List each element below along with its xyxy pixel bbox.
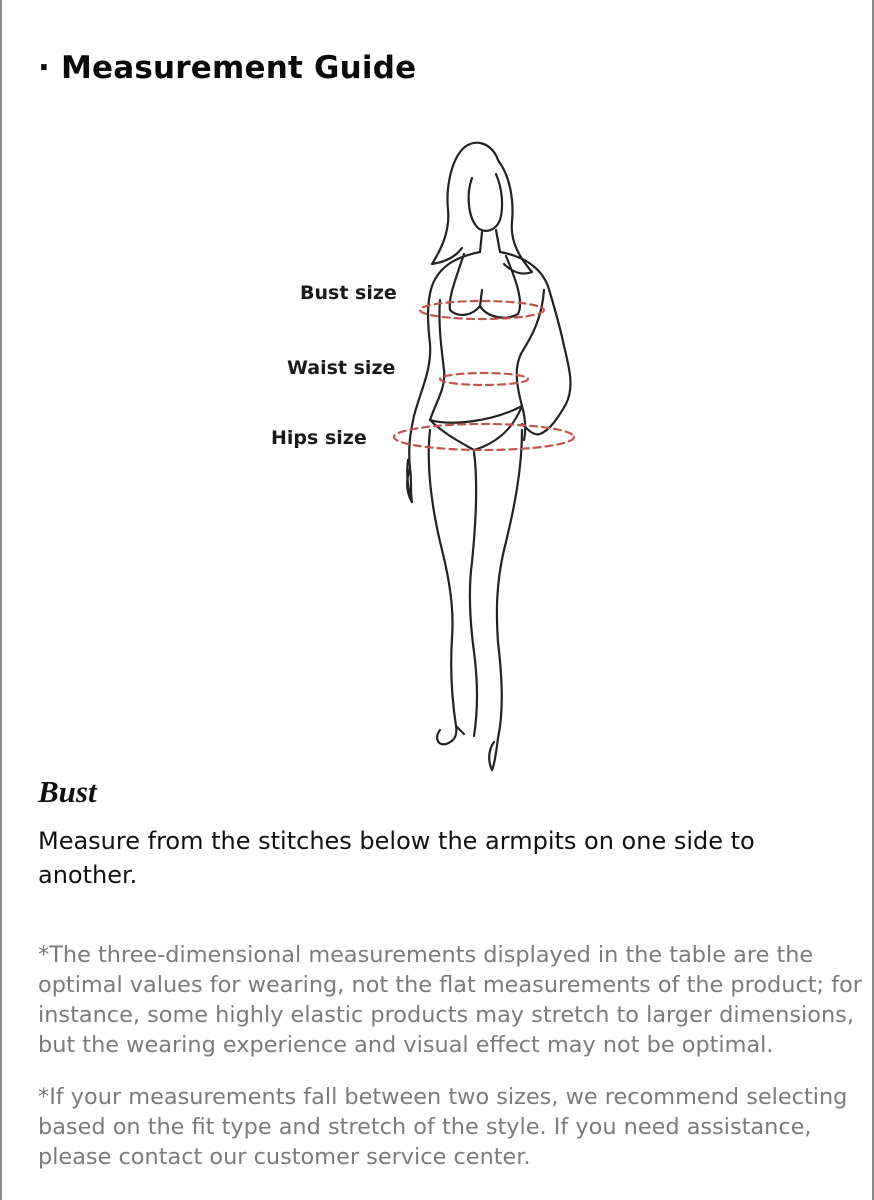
hair-outline <box>432 143 498 264</box>
waist-size-label: Waist size <box>287 357 396 379</box>
inner-leg <box>470 452 477 736</box>
body-outline-illustration <box>260 130 600 780</box>
torso-left <box>430 300 444 420</box>
bikini-top <box>450 254 520 318</box>
section-description: Measure from the stitches below the armpits on one side to another. <box>38 827 755 889</box>
bikini-bottom <box>430 406 522 450</box>
bust-size-label: Bust size <box>300 282 397 304</box>
right-leg <box>492 430 522 770</box>
left-border <box>0 0 2 1200</box>
face-outline <box>469 174 502 231</box>
waist-measure-line <box>440 373 528 385</box>
note-paragraph: *The three-dimensional measurements displayed in the table are the optimal values for wearing, not the flat measurements of the product; for instance, some highly elastic products may stretch to larger dimensions, but the wearing experience and visual effect may not be optimal. <box>38 942 862 1058</box>
section-heading: Bust <box>38 774 97 809</box>
right-arm <box>500 252 570 434</box>
note-paragraph: *If your measurements fall between two sizes, we recommend selecting based on the fit type and stretch of the style. If you need assistance, please contact our customer service center. <box>38 1084 848 1170</box>
left-leg <box>429 430 457 744</box>
hips-size-label: Hips size <box>271 427 367 449</box>
page-title: · Measurement Guide <box>38 50 417 86</box>
